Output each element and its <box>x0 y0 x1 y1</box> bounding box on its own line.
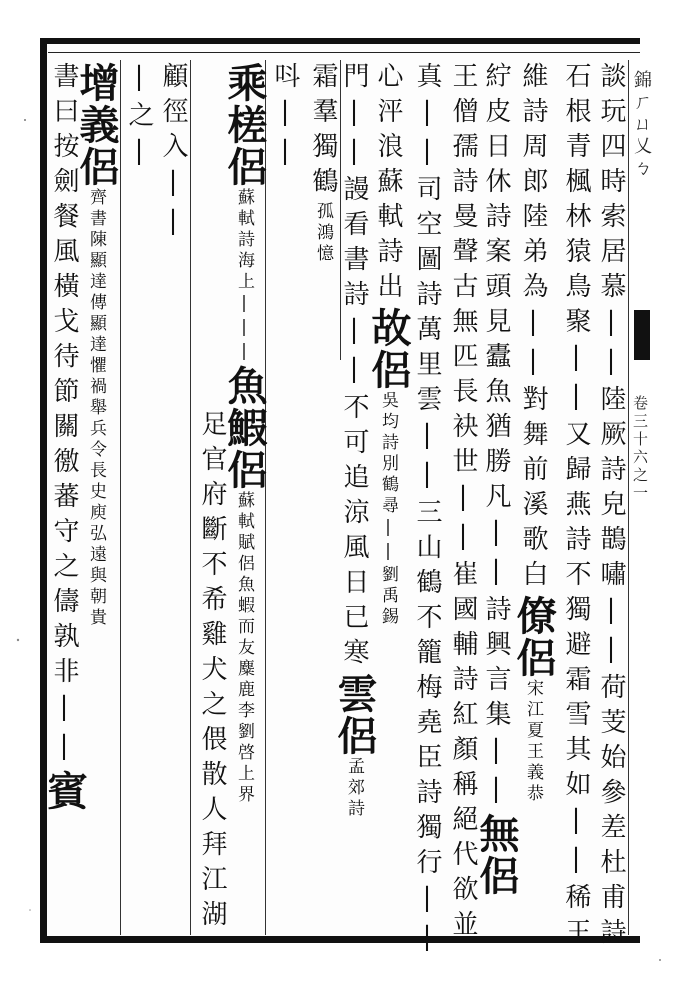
annotation-text: 孤鴻憶 <box>313 202 333 265</box>
entry-headword: 僚侶 <box>510 595 557 679</box>
column-divider <box>190 60 191 935</box>
body-text: 談玩四時索居慕||陸厥詩皃鵲嘯||荷芰始參差杜甫詩 <box>596 62 626 953</box>
body-text: 霜羣獨鶴 <box>308 62 338 202</box>
text-column-10 <box>268 62 298 222</box>
body-text: 心泙浪蘇軾詩出 <box>373 62 403 307</box>
entry-headword: 故侶 <box>365 307 412 391</box>
text-column-16 <box>41 62 88 930</box>
text-column-8 <box>331 62 378 930</box>
entry-headword: 增義侶 <box>73 62 120 188</box>
body-text: 呌|| <box>270 62 300 175</box>
spine-black-mark <box>634 310 650 360</box>
annotation-text: 齊書陳顯達傳顯達懼禍舉兵令長史庾弘遠與朝貴 <box>86 188 106 629</box>
spine-volume-label: 卷三十六之一 <box>631 395 649 503</box>
entry-headword: 魚鰕侶 <box>221 365 268 491</box>
text-column-13 <box>152 62 186 362</box>
body-text: 石根青楓林猿鳥聚||又歸燕詩不獨避霜雪其如||稀王 <box>561 62 591 953</box>
annotation-text: 孟郊詩 <box>344 757 364 820</box>
entry-headword: 乘槎侶 <box>221 62 268 188</box>
body-text: 顧徑入|| <box>158 62 188 245</box>
annotation-text: 蘇軾詩海上||| <box>234 188 254 365</box>
column-divider <box>628 60 629 935</box>
column-divider <box>265 60 266 935</box>
text-column-12 <box>193 410 227 935</box>
text-column-3 <box>510 62 557 930</box>
text-column-1 <box>588 62 626 953</box>
text-column-4 <box>473 62 520 930</box>
text-column-14 <box>122 62 152 262</box>
body-text: |之| <box>124 62 154 175</box>
body-text: 王僧孺詩曼聲古無匹長袂世||崔國輔詩紅顏稱絕代欲並 <box>448 62 478 945</box>
entry-headword: 雲侶 <box>331 673 378 757</box>
body-text: 詩||不可追涼風日已寒 <box>339 280 369 673</box>
entry-headword: 無侶 <box>473 813 520 897</box>
text-column-2 <box>553 62 591 953</box>
body-text: 足官府斷不希雞犬之偎散人拜江湖 <box>197 410 227 935</box>
body-text: 書曰按劍餐風橫戈待節關徼蕃守之儔孰非|| <box>49 62 79 770</box>
body-text: 維詩周郎陸弟為||對舞前溪歌白 <box>518 62 548 595</box>
text-column-5 <box>440 62 478 945</box>
body-text: 門||謾看書 <box>339 62 369 280</box>
spine-top-text: 錦ㄏㄩ乂ㄅ <box>631 70 652 180</box>
body-text: 紵皮日休詩案頭見蠹魚猶勝凡||詩興言集|| <box>481 62 511 813</box>
text-column-9 <box>300 62 336 930</box>
annotation-text: 宋江夏王義恭 <box>523 679 543 805</box>
header-rule <box>48 52 640 53</box>
column-divider <box>120 60 121 935</box>
text-column-6 <box>404 62 442 961</box>
annotation-text: 蘇軾賦侶魚蝦而友麋鹿李劉啓上界 <box>234 491 254 806</box>
annotation-text: 吳均詩別鶴尋||劉禹錫 <box>378 391 398 628</box>
entry-headword: 賓 <box>41 770 88 812</box>
body-text: 真||司空圖詩萬里雲||三山鶴不籠梅堯臣詩獨行|| <box>412 62 442 961</box>
